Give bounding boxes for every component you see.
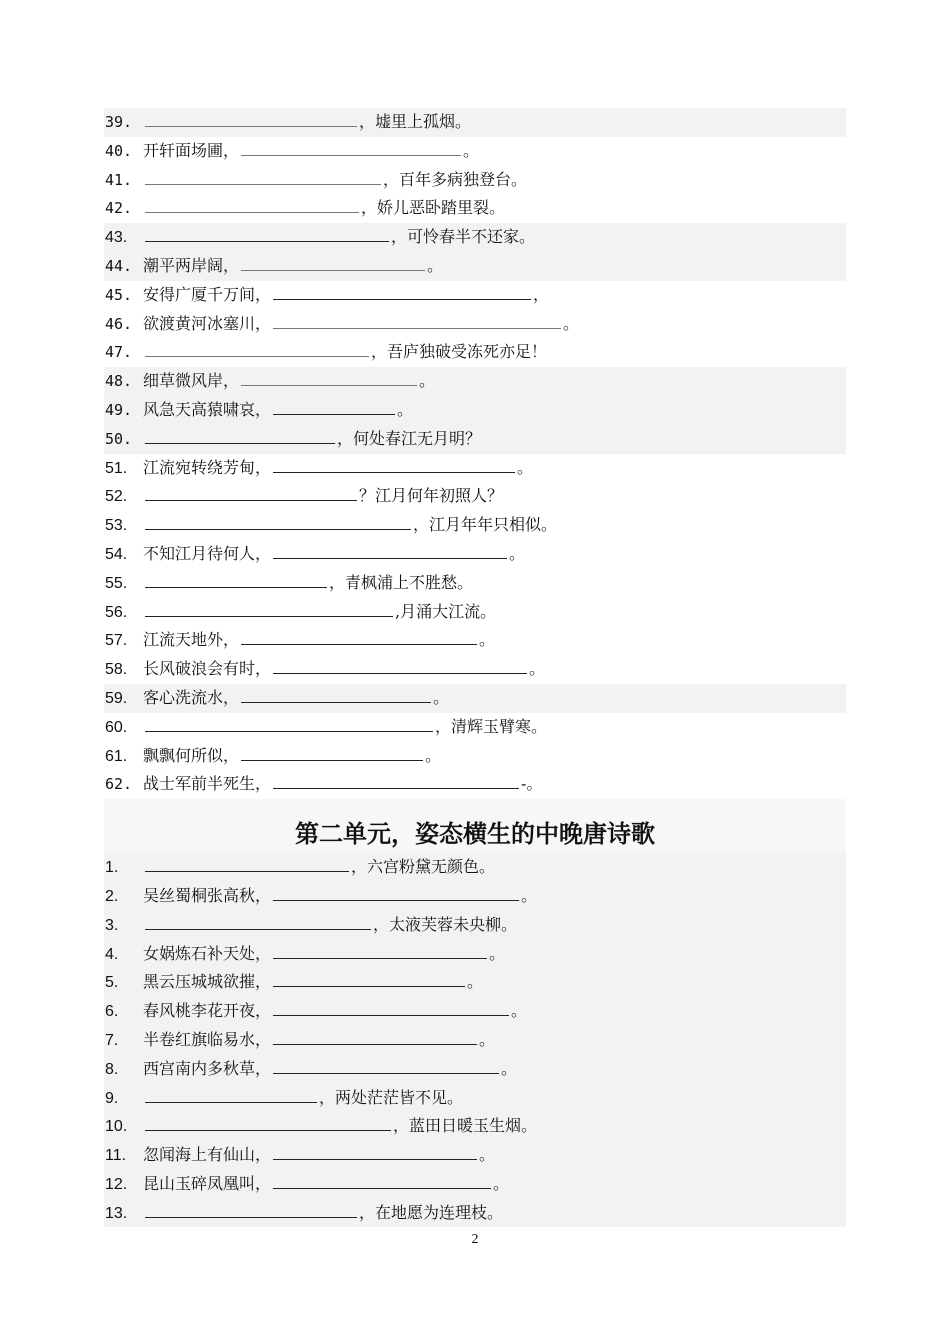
unit-two-list [104,853,846,1227]
verse-prompt: 半卷红旗临易水， [143,1029,272,1049]
verse-prompt: ，太液芙蓉未央柳。 [373,914,518,934]
verse-prompt: ，何处春江无月明？ [337,428,482,448]
verse-prompt: ，江月年年只相似。 [413,515,558,535]
verse-prompt: 飘飘何所似， [143,745,240,765]
verse-prompt: 春风桃李花开夜， [143,1001,272,1021]
answer-blank[interactable] [145,573,327,588]
answer-blank[interactable] [145,915,371,930]
answer-blank[interactable] [145,170,381,185]
item-number: 49. [105,400,133,419]
verse-prompt: ， [533,284,550,304]
list-item [104,310,846,339]
verse-prompt: 。 [509,543,526,563]
item-number: 55. [105,574,128,592]
answer-blank[interactable] [145,602,393,617]
list-item [104,367,846,396]
item-number: 1. [105,859,119,877]
verse-prompt: 黑云压城城欲摧， [143,972,272,992]
item-number: 50. [105,429,133,448]
unit-one-list [104,108,846,809]
answer-blank[interactable] [145,227,389,242]
verse-prompt: 客心洗流水， [143,687,240,707]
list-item [104,194,846,223]
item-number: 62. [105,775,133,794]
list-item [104,338,846,367]
list-item [104,997,846,1026]
item-number: 8. [105,1060,119,1078]
verse-prompt: 细草微风岸， [143,371,240,391]
verse-prompt: ，青枫浦上不胜愁。 [329,572,474,592]
item-number: 6. [105,1003,119,1021]
verse-prompt: 。 [479,630,496,650]
list-item [104,626,846,655]
verse-prompt: 。 [419,371,436,391]
verse-prompt: 安得广厦千万间， [143,284,272,304]
verse-prompt: 。 [489,943,506,963]
answer-blank[interactable] [273,1059,499,1074]
verse-prompt: 。 [397,399,414,419]
list-item [104,1055,846,1084]
item-number: 52. [105,488,128,506]
verse-prompt: 。 [479,1029,496,1049]
item-number: 40. [105,141,133,160]
list-item [104,137,846,166]
verse-prompt: 。 [511,1001,528,1021]
verse-prompt: 潮平两岸阔， [143,255,240,275]
list-item [104,882,846,911]
answer-blank[interactable] [273,1001,509,1016]
verse-prompt: ，清辉玉臂寒。 [435,716,548,736]
section-spacer [104,799,846,809]
list-item [104,281,846,310]
answer-blank[interactable] [273,285,531,300]
item-number: 54. [105,545,128,563]
list-item [104,1199,846,1228]
answer-blank[interactable] [145,1116,391,1131]
verse-prompt: 。 [425,745,442,765]
item-number: 53. [105,517,128,535]
answer-blank[interactable] [241,256,425,271]
list-item [104,742,846,771]
item-number: 51. [105,459,128,477]
answer-blank[interactable] [145,429,335,444]
list-item [104,223,846,252]
list-item [104,1084,846,1113]
list-item [104,454,846,483]
answer-blank[interactable] [241,688,431,703]
answer-blank[interactable] [145,1088,317,1103]
item-number: 2. [105,887,119,905]
list-item [104,713,846,742]
verse-prompt: 吴丝蜀桐张高秋， [143,885,272,905]
verse-prompt: ，娇儿恶卧踏里裂。 [361,198,506,218]
verse-prompt: ，两处茫茫皆不见。 [319,1087,464,1107]
verse-prompt: 。 [501,1058,518,1078]
verse-prompt: 战士军前半死生， [143,774,272,794]
answer-blank[interactable] [241,746,423,761]
verse-prompt: ，六宫粉黛无颜色。 [351,857,496,877]
verse-prompt: 风急天高猿啸哀， [143,399,272,419]
item-number: 46. [105,314,133,333]
verse-prompt: 。 [529,659,546,679]
verse-prompt: 。 [463,140,480,160]
verse-prompt: 。 [479,1145,496,1165]
verse-prompt: ，百年多病独登台。 [383,169,528,189]
item-number: 10. [105,1118,128,1136]
verse-prompt: 。 [521,885,538,905]
verse-prompt: 忽闻海上有仙山， [143,1145,272,1165]
verse-prompt: ，墟里上孤烟。 [359,112,472,131]
verse-prompt: 不知江月待何人， [143,543,272,563]
answer-blank[interactable] [145,486,357,501]
verse-prompt: 。 [517,457,534,477]
item-number: 9. [105,1089,119,1107]
answer-blank[interactable] [273,1145,477,1160]
item-number: 44. [105,256,133,275]
verse-prompt: 。 [493,1173,510,1193]
item-number: 42. [105,199,133,218]
list-item [104,569,846,598]
verse-prompt: ,月涌大江流。 [395,601,497,621]
list-item [104,1170,846,1199]
answer-blank[interactable] [145,112,357,127]
item-number: 60. [105,718,128,736]
verse-prompt: 。 [433,687,450,707]
list-item [104,598,846,627]
verse-prompt: 江流天地外， [143,630,240,650]
list-item [104,540,846,569]
answer-blank[interactable] [241,630,477,645]
item-number: 57. [105,632,128,650]
answer-blank[interactable] [273,886,519,901]
list-item [104,853,846,882]
answer-blank[interactable] [273,314,561,329]
verse-prompt: ，吾庐独破受冻死亦足！ [371,342,548,362]
list-item [104,1112,846,1141]
answer-blank[interactable] [273,944,487,959]
item-number: 43. [105,229,128,247]
list-item [104,482,846,511]
item-number: 41. [105,170,133,189]
list-item [104,396,846,425]
verse-prompt: ，在地愿为连理枝。 [359,1202,504,1222]
answer-blank[interactable] [145,717,433,732]
item-number: 48. [105,372,133,391]
verse-prompt: 。 [467,972,484,992]
verse-prompt: ？江月何年初照人？ [359,486,504,506]
item-number: 13. [105,1204,128,1222]
verse-prompt: ，蓝田日暖玉生烟。 [393,1116,538,1136]
answer-blank[interactable] [273,774,519,789]
verse-prompt: ，可怜春半不还家。 [391,227,536,247]
answer-blank[interactable] [241,141,461,156]
item-number: 59. [105,689,128,707]
list-item [104,655,846,684]
item-number: 47. [105,343,133,362]
verse-prompt: 欲渡黄河冰塞川， [143,313,272,333]
page-number: 2 [471,1232,479,1247]
item-number: 3. [105,916,119,934]
item-number: 5. [105,974,119,992]
item-number: 39. [105,113,133,131]
list-item [104,252,846,281]
verse-prompt: -。 [521,774,543,794]
list-item [104,511,846,540]
list-item [104,968,846,997]
answer-blank[interactable] [145,198,359,213]
item-number: 61. [105,747,128,765]
list-item [104,770,846,799]
answer-blank[interactable] [145,515,411,530]
answer-blank[interactable] [145,342,369,357]
document-page [104,108,846,1227]
item-number: 56. [105,603,128,621]
item-number: 11. [105,1147,127,1165]
verse-prompt: 江流宛转绕芳甸， [143,457,272,477]
list-item [104,911,846,940]
answer-blank[interactable] [273,659,527,674]
list-item [104,108,846,137]
item-number: 7. [105,1031,119,1049]
list-item [104,940,846,969]
answer-blank[interactable] [241,371,417,386]
list-item [104,166,846,195]
list-item [104,1141,846,1170]
verse-prompt: 开轩面场圃， [143,140,240,160]
verse-prompt: 西宫南内多秋草， [143,1058,272,1078]
item-number: 58. [105,661,128,679]
answer-blank[interactable] [145,857,349,872]
item-number: 45. [105,285,133,304]
list-item [104,1026,846,1055]
answer-blank[interactable] [273,1174,491,1189]
verse-prompt: 。 [563,313,580,333]
list-item [104,425,846,454]
verse-prompt: 女娲炼石补天处， [143,943,272,963]
verse-prompt: 昆山玉碎凤凰叫， [143,1173,272,1193]
item-number: 12. [105,1175,128,1193]
section-title: 第二单元，姿态横生的中晚唐诗歌 [104,809,846,853]
item-number: 4. [105,945,119,963]
answer-blank[interactable] [273,1030,477,1045]
answer-blank[interactable] [273,400,395,415]
answer-blank[interactable] [273,458,515,473]
answer-blank[interactable] [145,1203,357,1218]
answer-blank[interactable] [273,972,465,987]
answer-blank[interactable] [273,544,507,559]
verse-prompt: 。 [427,255,444,275]
verse-prompt: 长风破浪会有时， [143,659,272,679]
list-item [104,684,846,713]
